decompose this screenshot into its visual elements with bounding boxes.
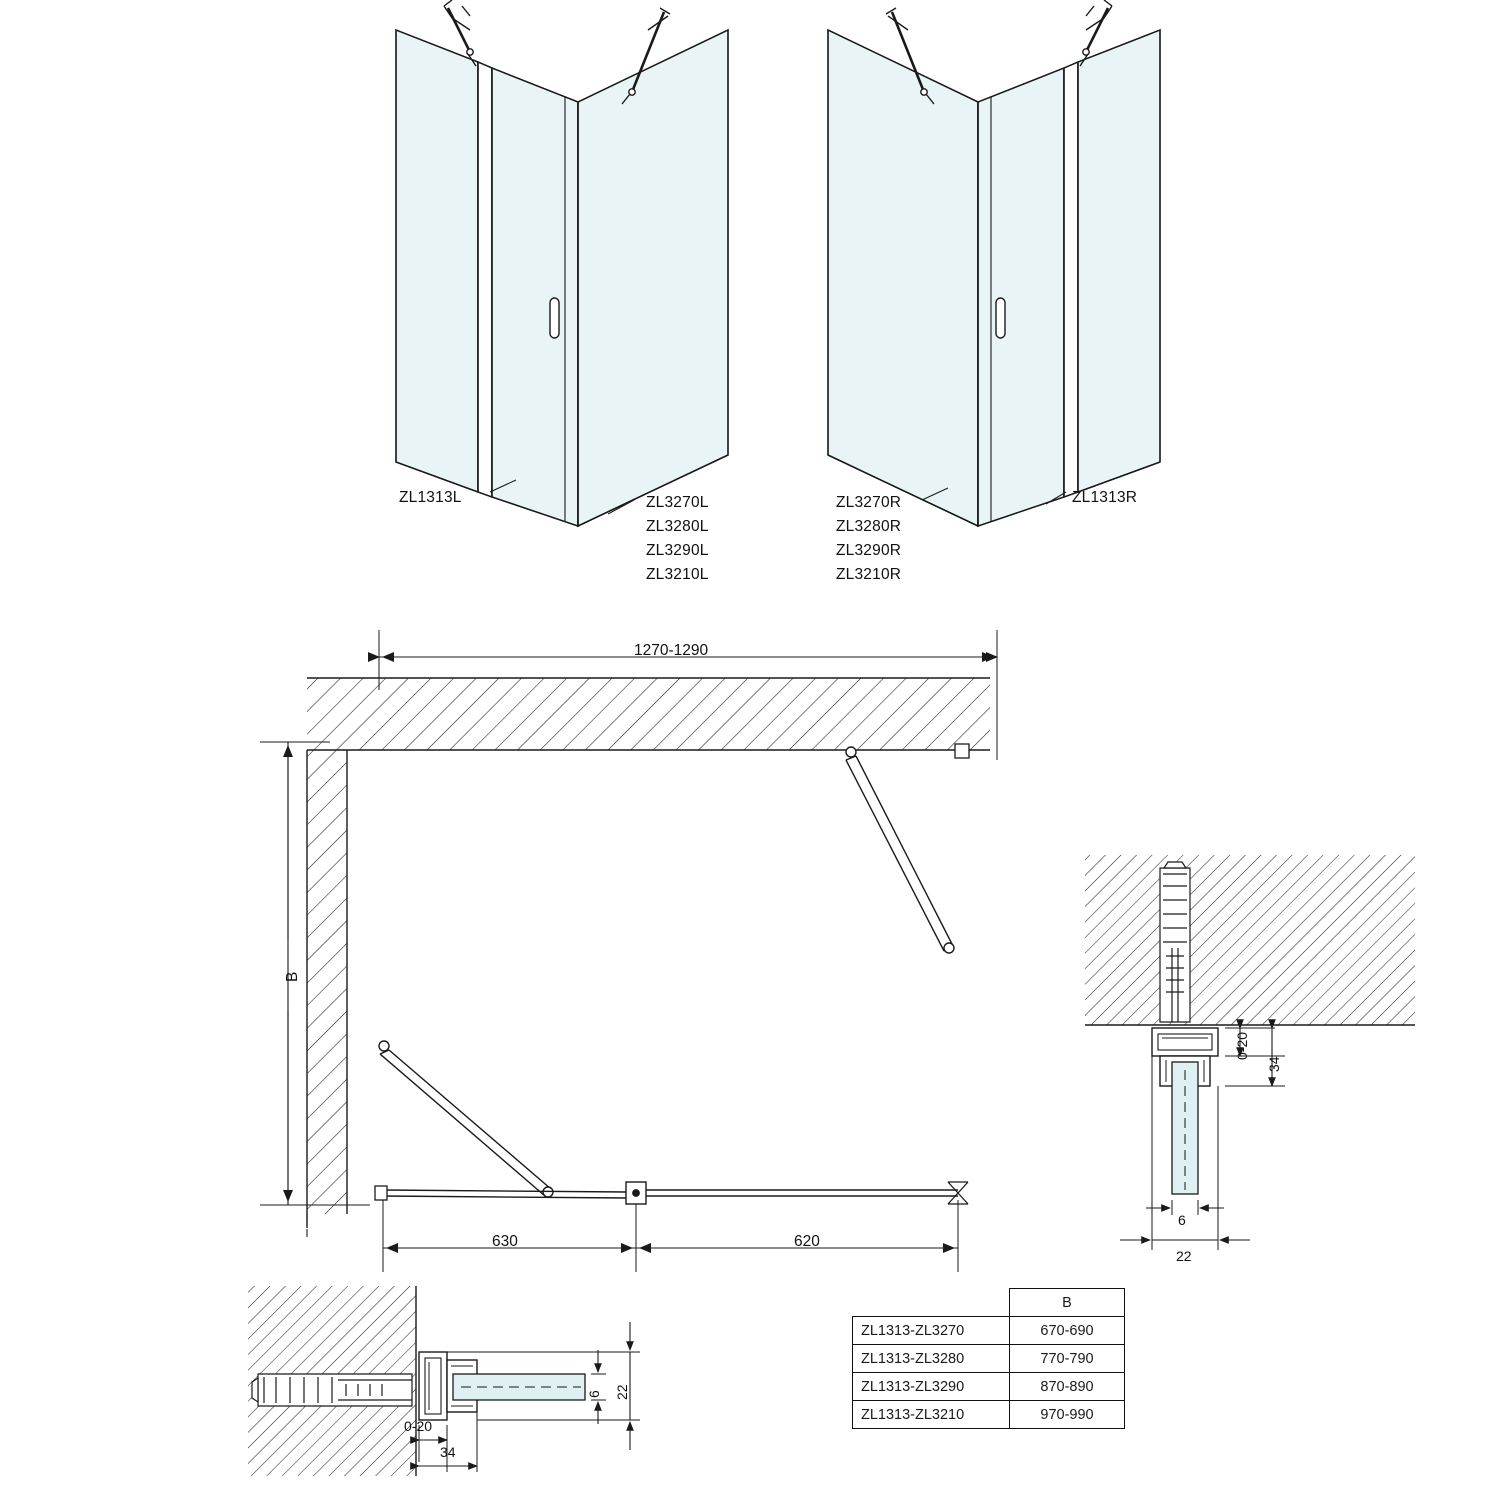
table-cell-code: ZL1313-ZL3270	[853, 1317, 1010, 1345]
detail-bottom-width: 34	[440, 1444, 456, 1460]
table-row	[853, 1373, 1125, 1401]
dim-bottom-left: 630	[492, 1233, 518, 1250]
table-header-row	[853, 1289, 1125, 1317]
perspective-left-assembly	[396, 0, 728, 526]
table-header-blank	[853, 1289, 1010, 1317]
table-cell-code: ZL1313-ZL3210	[853, 1401, 1010, 1429]
plan-view	[260, 630, 997, 1272]
label-left-door-3: ZL3290L	[646, 542, 709, 559]
table-cell-code: ZL1313-ZL3290	[853, 1373, 1010, 1401]
perspective-right-assembly	[828, 0, 1160, 526]
table-header-b: B	[1010, 1289, 1125, 1317]
label-left-door-1: ZL3270L	[646, 494, 709, 511]
table-cell-code: ZL1313-ZL3280	[853, 1345, 1010, 1373]
detail-bottom-glass: 6	[586, 1390, 602, 1398]
dim-bottom-right: 620	[794, 1233, 820, 1250]
label-left-door-2: ZL3280L	[646, 518, 709, 535]
table-cell-b: 870-890	[1010, 1373, 1125, 1401]
detail-right-width: 22	[1176, 1248, 1192, 1264]
label-zl1313l: ZL1313L	[399, 489, 462, 506]
table-row	[853, 1401, 1125, 1429]
table-cell-b: 670-690	[1010, 1317, 1125, 1345]
dim-vertical-b: B	[284, 971, 301, 982]
detail-bottom-gap: 0-20	[404, 1418, 433, 1434]
detail-bottom-height: 22	[614, 1384, 630, 1400]
table-row	[853, 1317, 1125, 1345]
detail-right-height: 34	[1266, 1056, 1282, 1072]
label-right-door-3: ZL3290R	[836, 542, 902, 559]
label-right-door-4: ZL3210R	[836, 566, 902, 583]
label-right-door-2: ZL3280R	[836, 518, 902, 535]
dim-top-width: 1270-1290	[634, 642, 709, 659]
label-left-door-4: ZL3210L	[646, 566, 709, 583]
label-zl1313r: ZL1313R	[1072, 489, 1138, 506]
detail-right-section	[1085, 855, 1415, 1250]
table-row	[853, 1345, 1125, 1373]
detail-right-gap: 0-20	[1234, 1031, 1250, 1060]
dimension-table	[852, 1288, 1125, 1429]
detail-right-glass: 6	[1178, 1212, 1186, 1228]
table-cell-b: 770-790	[1010, 1345, 1125, 1373]
label-right-door-1: ZL3270R	[836, 494, 902, 511]
table-cell-b: 970-990	[1010, 1401, 1125, 1429]
